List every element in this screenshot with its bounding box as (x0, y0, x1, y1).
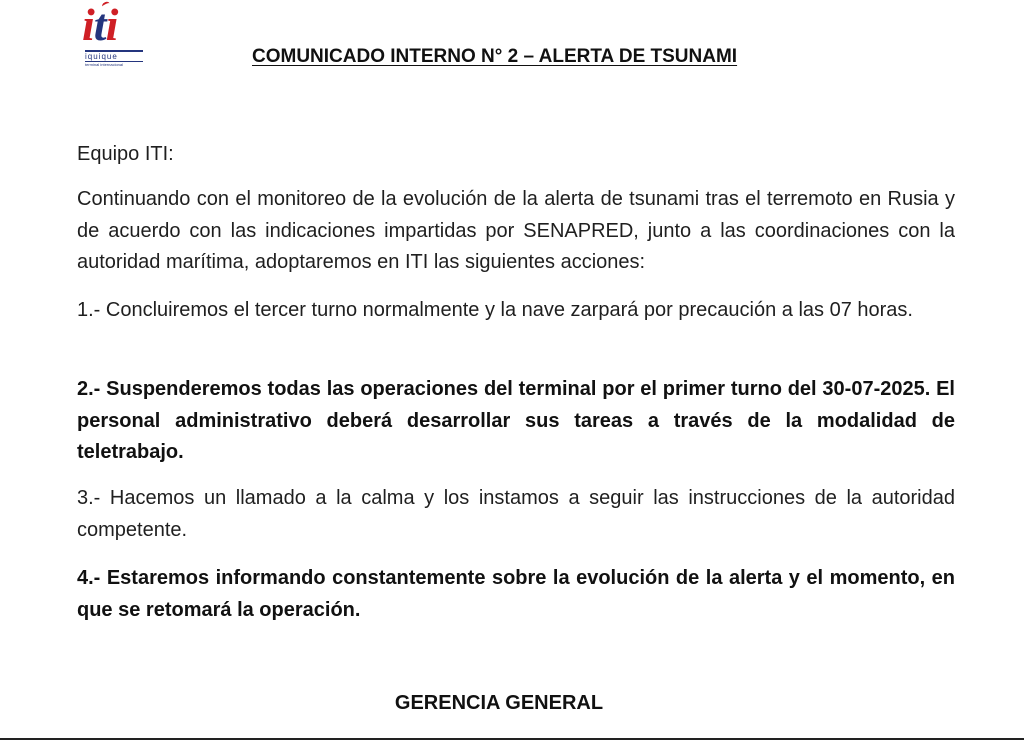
company-logo (82, 2, 148, 68)
action-item-1: 1.- Concluiremos el tercer turno normalmente y la nave zarpará por precaución a las 07 horas. (77, 299, 913, 321)
logo-tagline: terminal internacional (85, 61, 143, 67)
action-item-2: 2.- Suspenderemos todas las operaciones del terminal por el primer turno del 30-07-2025. El personal administrativo deberá desarrollar sus tareas a través de la modalidad de teletrabajo. (77, 378, 955, 463)
action-item-3: 3.- Hacemos un llamado a la calma y los instamos a seguir las instrucciones de la autoridad competente. (77, 487, 955, 541)
intro-paragraph: Continuando con el monitoreo de la evolución de la alerta de tsunami tras el terremoto en Rusia y de acuerdo con las indicaciones impartidas por SENAPRED, junto a las coordinaciones con la autoridad marítima, adoptaremos en ITI las siguientes acciones: (77, 188, 955, 273)
action-item-4: 4.- Estaremos informando constantemente sobre la evolución de la alerta y el momento, en que se retomará la operación. (77, 567, 955, 621)
bottom-divider (0, 738, 1024, 740)
document-title: COMUNICADO INTERNO N° 2 – ALERTA DE TSUNAMI (252, 46, 738, 67)
logo-wordmark: iti (82, 0, 118, 50)
signature: GERENCIA GENERAL (394, 692, 604, 714)
greeting: Equipo ITI: (77, 143, 174, 165)
logo-city: iquique (85, 50, 143, 61)
